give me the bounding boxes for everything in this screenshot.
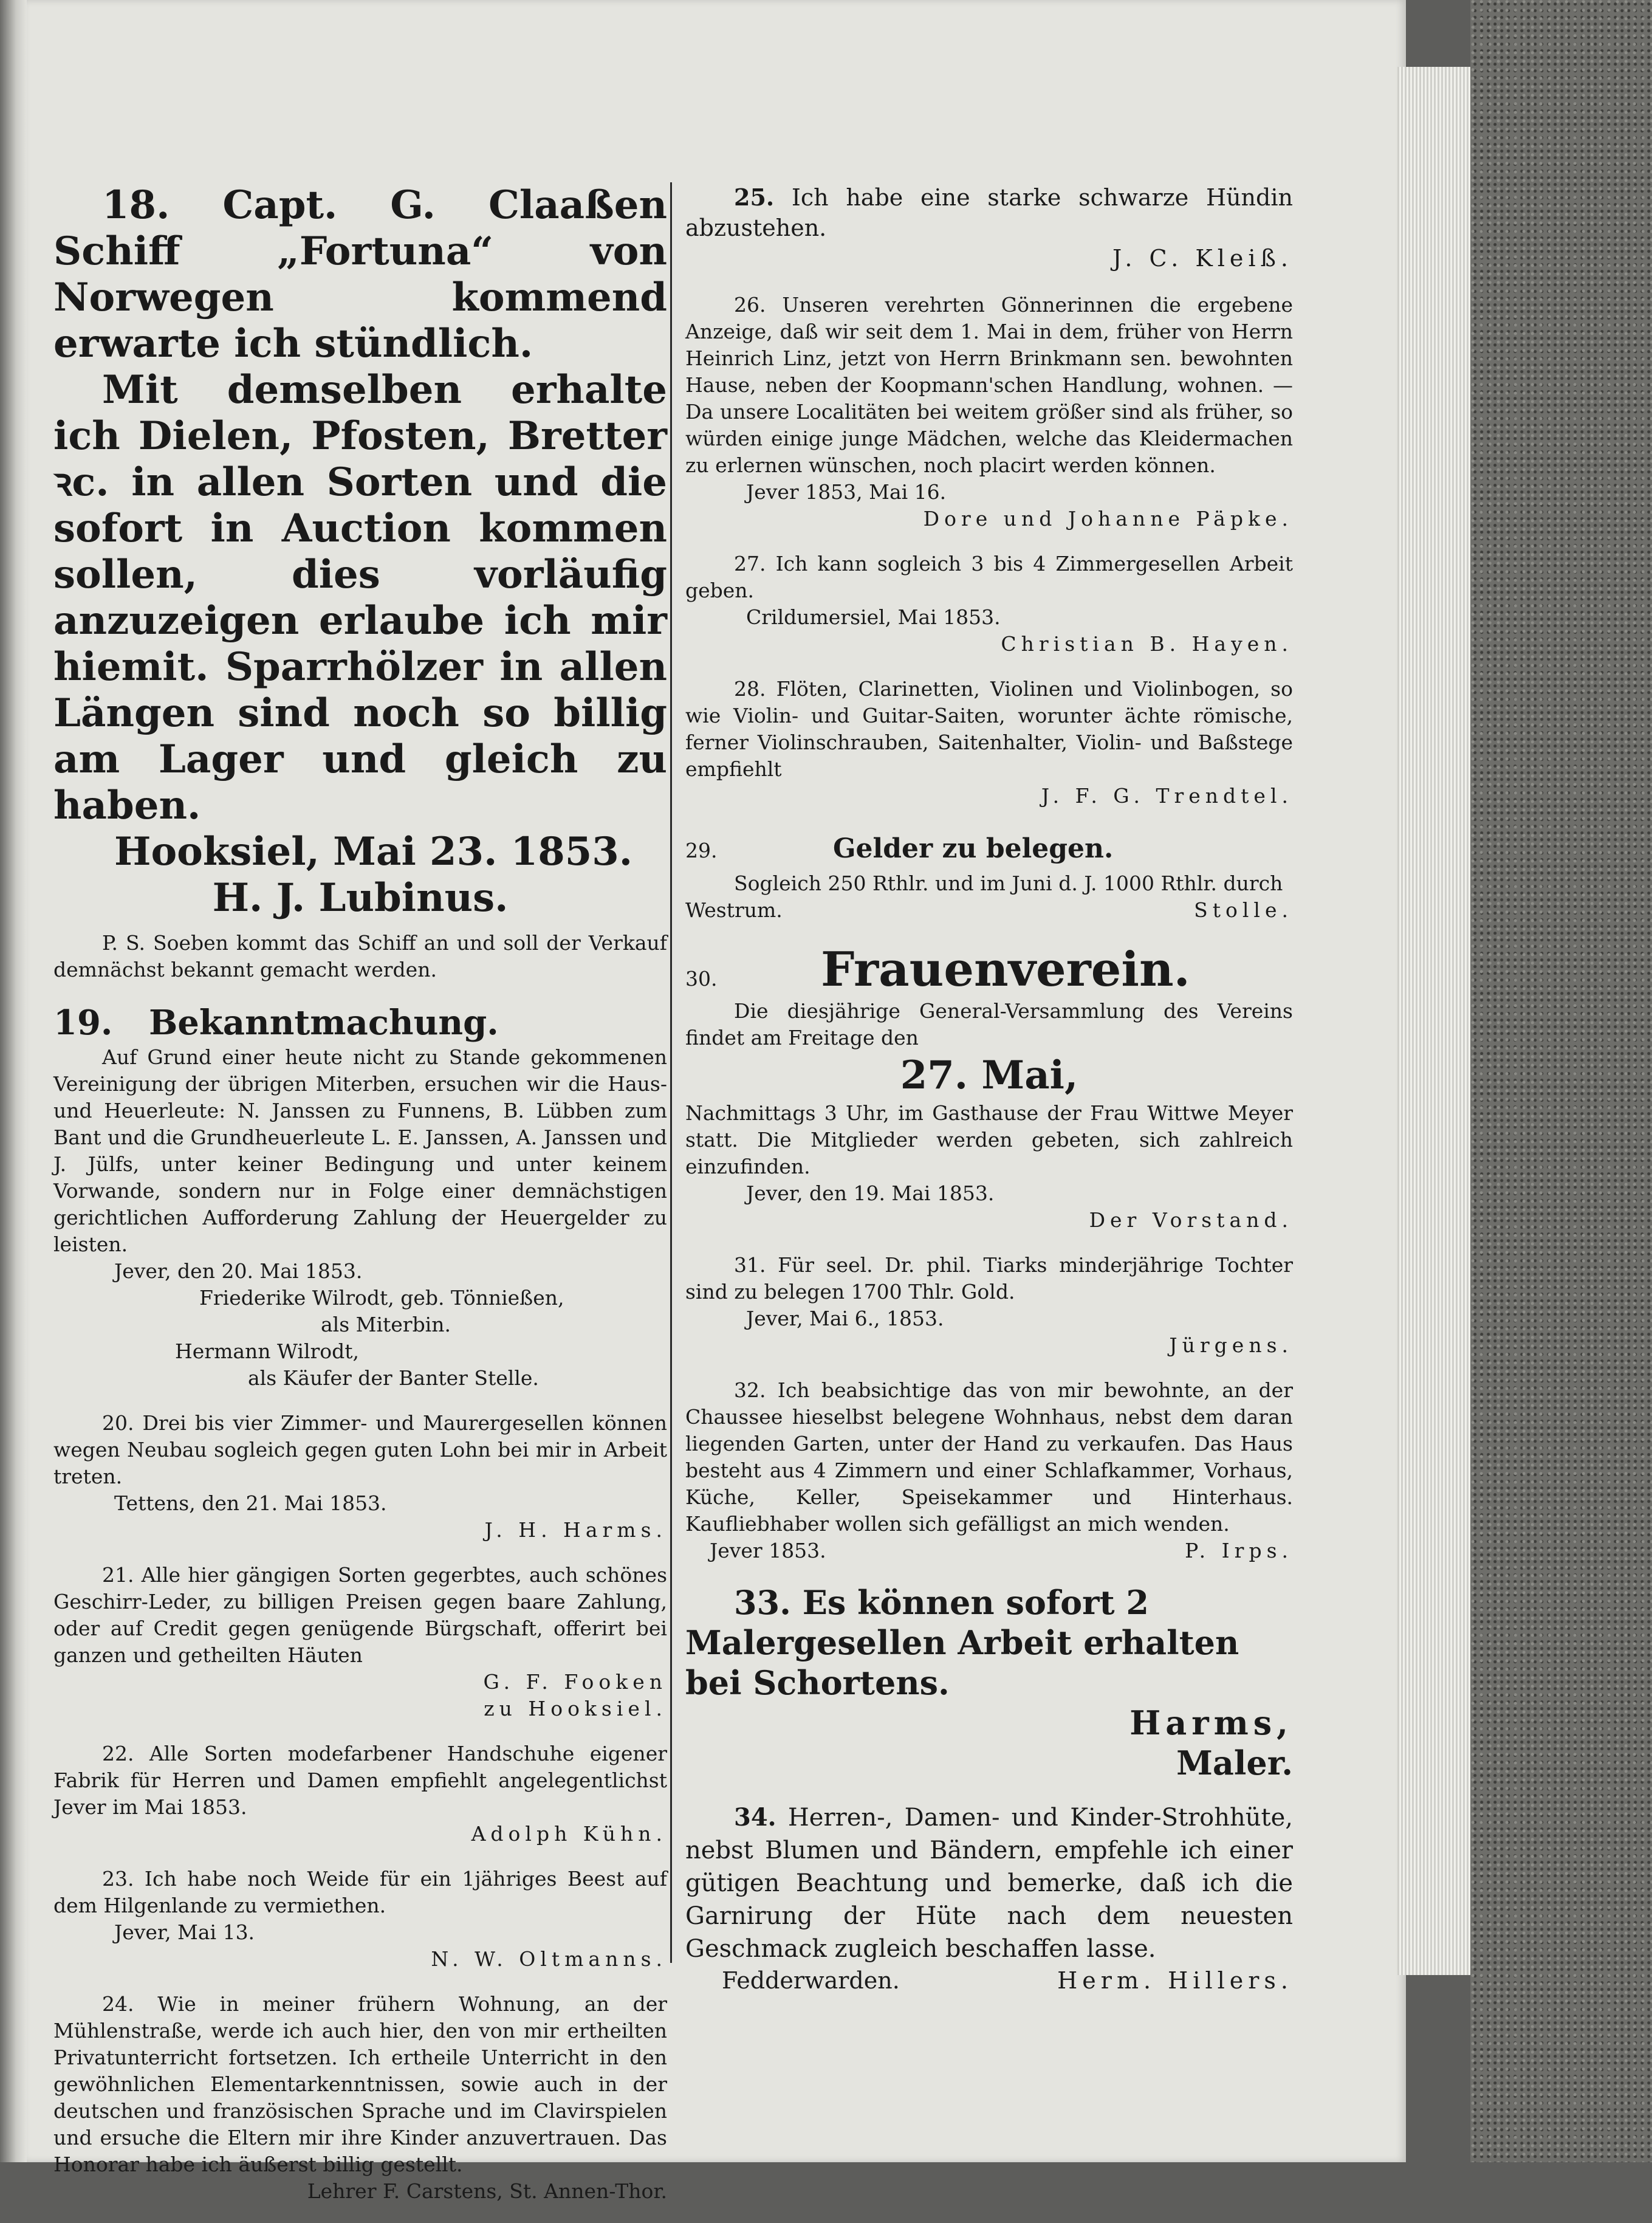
ad-place-date: Jever, Mai 13.: [114, 1920, 255, 1944]
ad-25: [685, 182, 1293, 273]
ad-text: Ich habe eine starke schwarze Hündin abzustehen.: [685, 184, 1293, 241]
left-column: [53, 182, 667, 2223]
ad-29: [685, 828, 1293, 924]
ad-signature: Der Vorstand.: [1089, 1208, 1293, 1232]
ad-signature: Christian B. Hayen.: [1001, 632, 1293, 656]
ad-signature: Hermann Wilrodt,: [175, 1339, 360, 1363]
ad-text: 21. Alle hier gängigen Sorten gegerbtes, auch schönes Geschirr-Leder, zu billigen Preisen gegen baare Zahlung, oder auf Credit gegen genügende Bürgschaft, offerirt bei ganzen und getheilten Häuten: [53, 1563, 667, 1667]
ad-24: [53, 1991, 667, 2205]
ad-place-date: Jever, Mai 6., 1853.: [746, 1307, 944, 1330]
ad-signature: Dore und Johanne Päpke.: [923, 507, 1293, 531]
ad-31: [685, 1252, 1293, 1359]
ad-33: [685, 1582, 1293, 1783]
ad-text: Auf Grund einer heute nicht zu Stande gekommenen Vereinigung der übrigen Miterben, ersuchen wir die Haus- und Heuerleute: N. Janssen zu Funnens, B. Lübben zum Bant und die Grundheuerleute L. E. Janssen, A. Janssen und J. Jülfs, unter keiner Bedingung und unter keinem Vorwande, sondern nur in Folge einer demnächstigen gerichtlichen Aufforderung Zahlung der Heuergelder zu leisten.: [53, 1045, 667, 1256]
ad-heading: Frauenverein.: [820, 942, 1190, 997]
ad-28: [685, 676, 1293, 809]
ad-heading: Gelder zu belegen.: [832, 833, 1114, 864]
ad-20: [53, 1410, 667, 1544]
ad-number: 25.: [734, 184, 775, 211]
ad-place-date: Jever, den 20. Mai 1853.: [114, 1259, 363, 1283]
ad-place-date: Tettens, den 21. Mai 1853.: [114, 1491, 387, 1515]
ad-date-highlight: 27. Mai,: [900, 1053, 1078, 1098]
ad-32: [685, 1377, 1293, 1564]
ad-22: [53, 1740, 667, 1847]
ad-text: 24. Wie in meiner frühern Wohnung, an der Mühlenstraße, werde ich auch hier, den von mir ertheilten Privatunterricht fortsetzen. Ich ertheile Unterricht in den gewöhnlichen Elementarkenntnissen, sowie auch in der deutschen und französischen Sprache und im Clavirspielen und ersuche die Eltern mir ihre Kinder anzuvertrauen. Das Honorar habe ich äußerst billig gestellt.: [53, 1992, 667, 2176]
ad-signature: Jürgens.: [1169, 1333, 1293, 1357]
ad-21: [53, 1562, 667, 1722]
ad-34: [685, 1801, 1293, 1996]
ad-signature: Lehrer F. Carstens, St. Annen-Thor.: [307, 2179, 667, 2203]
ad-30: [685, 942, 1293, 1234]
ad-text: Herren-, Damen- und Kinder-Strohhüte, nebst Blumen und Bändern, empfehle ich einer gütigen Beachtung und bemerke, daß ich die Garnirung der Hüte nach dem neuesten Geschmack zugleich beschaffen lasse.: [685, 1804, 1293, 1963]
ad-text: Nachmittags 3 Uhr, im Gasthause der Frau Wittwe Meyer statt. Die Mitglieder werden gebeten, sich zahlreich einzufinden.: [685, 1101, 1293, 1178]
ad-number: 29.: [685, 839, 718, 862]
ad-signature-place: zu Hooksiel.: [484, 1697, 667, 1720]
ad-text: 26. Unseren verehrten Gönnerinnen die ergebene Anzeige, daß wir seit dem 1. Mai in dem, früher von Herrn Heinrich Linz, jetzt von Herrn Brinkmann sen. bewohnten Hause, neben der Koopmann'schen Handlung, wohnen. — Da unsere Localitäten bei weitem größer sind als früher, so würden einige junge Mädchen, welche das Kleidermachen zu erlernen wünschen, noch placirt werden können.: [685, 293, 1293, 477]
ad-signature: H. J. Lubinus.: [212, 875, 509, 921]
ad-text: Sogleich 250 Rthlr. und im Juni d. J. 1000 Rthlr. durch: [734, 871, 1283, 895]
ad-text: 20. Drei bis vier Zimmer- und Maurergesellen können wegen Neubau sogleich gegen guten Lohn bei mir in Arbeit treten.: [53, 1411, 667, 1488]
ad-26: [685, 292, 1293, 532]
ad-place: Westrum.: [685, 898, 783, 922]
ad-signature: G. F. Fooken: [483, 1670, 667, 1694]
ad-signature: Herm. Hillers.: [1057, 1967, 1293, 1994]
ad-text: 22. Alle Sorten modefarbener Handschuhe eigener Fabrik für Herren und Damen empfiehlt angelegentlichst Jever im Mai 1853.: [53, 1742, 667, 1819]
ad-text: 27. Ich kann sogleich 3 bis 4 Zimmergesellen Arbeit geben.: [685, 552, 1293, 602]
ad-signature: N. W. Oltmanns.: [431, 1947, 667, 1971]
ad-signature-role: als Käufer der Banter Stelle.: [248, 1366, 539, 1390]
ad-signature: Adolph Kühn.: [471, 1822, 667, 1846]
ad-postscript: P. S. Soeben kommt das Schiff an und soll der Verkauf demnächst bekannt gemacht werden.: [53, 931, 667, 981]
ad-place-date: Jever, den 19. Mai 1853.: [746, 1181, 995, 1205]
ad-text: Capt. G. Claaßen Schiff „Fortuna“ von Norwegen kommend erwarte ich stündlich.: [53, 182, 668, 366]
ad-signature: J. H. Harms.: [484, 1518, 667, 1542]
column-divider: [670, 182, 672, 1963]
ad-27: [685, 551, 1293, 658]
ad-text: 33. Es können sofort 2 Malergesellen Arbeit erhalten bei Schortens.: [685, 1583, 1239, 1702]
ad-place: Fedderwarden.: [722, 1967, 900, 1994]
ad-23: [53, 1866, 667, 1973]
ad-signature: J. F. G. Trendtel.: [1041, 784, 1293, 808]
ad-18: [53, 182, 667, 983]
ad-text: 32. Ich beabsichtige das von mir bewohnte, an der Chaussee hieselbst belegene Wohnhaus, nebst dem daran liegenden Garten, unter der Hand zu verkaufen. Das Haus besteht aus 4 Zimmern und einer Schlafkammer, Vorhaus, Küche, Keller, Speisekammer und Hinterhaus. Kaufliebhaber wollen sich gefälligst an mich wenden.: [685, 1378, 1293, 1536]
page-stack-edge: [1397, 67, 1472, 1975]
ad-number: 34.: [734, 1803, 776, 1832]
ad-text: 28. Flöten, Clarinetten, Violinen und Violinbogen, so wie Violin- und Guitar-Saiten, worunter ächte römische, ferner Violinschrauben, Saitenhalter, Violin- und Baßstege empfiehlt: [685, 677, 1293, 781]
ad-text: Mit demselben erhalte ich Dielen, Pfosten, Bretter ꝛc. in allen Sorten und die sofort in Auction kommen sollen, dies vorläufig anzuzeigen erlaube ich mir hiemit. Sparrhölzer in allen Längen sind noch so billig am Lager und gleich zu haben.: [53, 367, 667, 828]
ad-signature: J. C. Kleiß.: [1112, 245, 1293, 272]
ad-signature: P. Irps.: [1185, 1539, 1293, 1562]
right-column: [685, 182, 1293, 2014]
ad-signature: Friederike Wilrodt, geb. Tönnießen,: [199, 1286, 564, 1310]
ad-signature-role: als Miterbin.: [321, 1313, 451, 1336]
ad-signature: Harms,: [1129, 1703, 1293, 1742]
left-page-edge: [0, 0, 27, 2162]
ad-place-date: Jever 1853, Mai 16.: [746, 480, 947, 504]
ad-place-date: Crildumersiel, Mai 1853.: [746, 605, 1001, 629]
ad-text: Die diesjährige General-Versammlung des Vereins findet am Freitage den: [685, 999, 1293, 1050]
ad-number: 19.: [53, 1003, 113, 1043]
book-cover: [1470, 0, 1652, 2162]
ad-signature: Stolle.: [1194, 898, 1293, 922]
ad-heading: Bekanntmachung.: [148, 1003, 499, 1043]
ad-signature-role: Maler.: [1176, 1744, 1293, 1782]
ad-text: 31. Für seel. Dr. phil. Tiarks minderjährige Tochter sind zu belegen 1700 Thlr. Gold.: [685, 1253, 1293, 1304]
ad-19: [53, 1002, 667, 1392]
ad-number: 30.: [685, 967, 718, 991]
ad-text: 23. Ich habe noch Weide für ein 1jähriges Beest auf dem Hilgenlande zu vermiethen.: [53, 1867, 667, 1917]
ad-place-date: Jever 1853.: [710, 1539, 826, 1562]
ad-place-date: Hooksiel, Mai 23. 1853.: [114, 829, 633, 874]
ad-number: 18.: [102, 182, 170, 228]
